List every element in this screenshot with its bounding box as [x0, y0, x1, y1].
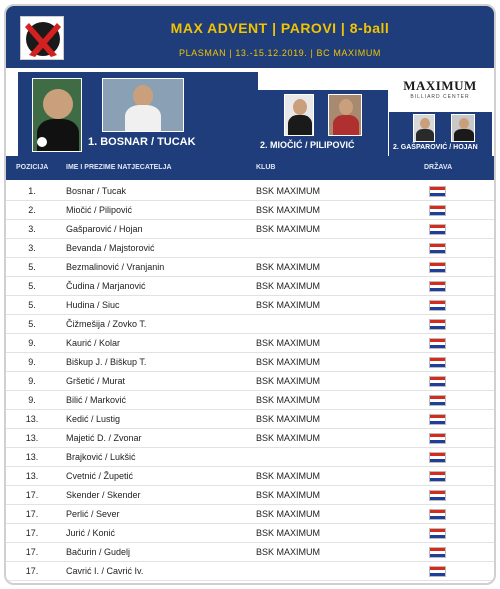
row-club: BSK MAXIMUM: [256, 528, 321, 538]
row-rank: 2.: [28, 205, 36, 215]
sponsor-logo: MAXIMUM BILLIARD CENTER: [403, 78, 477, 100]
row-player-names: Cavrić I. / Cavrić Iv.: [66, 566, 144, 576]
table-row: [6, 524, 494, 543]
row-rank: 17.: [25, 490, 39, 500]
row-club: BSK MAXIMUM: [256, 414, 321, 424]
croatia-flag-icon: [429, 205, 446, 216]
row-rank: 17.: [25, 528, 39, 538]
x-logo-icon: [20, 16, 64, 60]
row-rank: 9.: [28, 357, 36, 367]
page-subtitle: PLASMAN | 13.-15.12.2019. | BC MAXIMUM: [178, 48, 382, 58]
croatia-flag-icon: [429, 452, 446, 463]
table-row: [6, 315, 494, 334]
row-player-names: Skender / Skender: [66, 490, 141, 500]
croatia-flag-icon: [429, 300, 446, 311]
row-rank: 9.: [28, 338, 36, 348]
table-row: [6, 182, 494, 201]
row-player-names: Bosnar / Tucak: [66, 186, 127, 196]
row-rank: 5.: [28, 300, 36, 310]
podium: [6, 68, 494, 156]
row-rank: 9.: [28, 376, 36, 386]
table-row: [6, 543, 494, 562]
row-club: BSK MAXIMUM: [256, 395, 321, 405]
row-player-names: Hudina / Siuc: [66, 300, 120, 310]
table-row: [6, 505, 494, 524]
row-club: BSK MAXIMUM: [256, 471, 321, 481]
table-row: [6, 296, 494, 315]
row-player-names: Majetić D. / Zvonar: [66, 433, 142, 443]
croatia-flag-icon: [429, 338, 446, 349]
row-club: BSK MAXIMUM: [256, 224, 321, 234]
croatia-flag-icon: [429, 509, 446, 520]
row-player-names: Kaurić / Kolar: [66, 338, 121, 348]
croatia-flag-icon: [429, 566, 446, 577]
row-club: BSK MAXIMUM: [256, 338, 321, 348]
table-row: [6, 562, 494, 581]
croatia-flag-icon: [429, 224, 446, 235]
winner-photo-2: [102, 78, 184, 132]
table-row: [6, 277, 494, 296]
row-player-names: Gašparović / Hojan: [66, 224, 143, 234]
croatia-flag-icon: [429, 433, 446, 444]
second-photo-1: [284, 94, 314, 136]
row-club: BSK MAXIMUM: [256, 357, 321, 367]
podium-second: [256, 90, 388, 156]
table-row: [6, 429, 494, 448]
row-player-names: Bevanda / Majstorović: [66, 243, 155, 253]
row-player-names: Bačurin / Gudelj: [66, 547, 131, 557]
croatia-flag-icon: [429, 471, 446, 482]
row-club: BSK MAXIMUM: [256, 281, 321, 291]
third-photo-1: [413, 114, 435, 142]
row-player-names: Kedić / Lustig: [66, 414, 121, 424]
table-row: [6, 467, 494, 486]
row-club: BSK MAXIMUM: [256, 300, 321, 310]
page-title: MAX ADVENT | PAROVI | 8-ball: [170, 20, 390, 36]
table-row: [6, 391, 494, 410]
croatia-flag-icon: [429, 376, 446, 387]
row-rank: 1.: [28, 186, 36, 196]
row-player-names: Gršetić / Murat: [66, 376, 126, 386]
table-row: [6, 258, 494, 277]
table-row: [6, 410, 494, 429]
row-club: BSK MAXIMUM: [256, 186, 321, 196]
row-rank: 3.: [28, 224, 36, 234]
winner-photo-1: [32, 78, 82, 152]
row-rank: 13.: [25, 414, 39, 424]
row-club: BSK MAXIMUM: [256, 433, 321, 443]
table-row: [6, 448, 494, 467]
row-player-names: Brajković / Lukšić: [66, 452, 136, 462]
podium-third-label: 2. GAŠPAROVIĆ / HOJAN: [393, 144, 478, 151]
header-name: IME I PREZIME NATJECATELJA: [66, 164, 172, 171]
croatia-flag-icon: [429, 528, 446, 539]
table-row: [6, 201, 494, 220]
row-club: BSK MAXIMUM: [256, 490, 321, 500]
row-club: BSK MAXIMUM: [256, 376, 321, 386]
row-rank: 17.: [25, 547, 39, 557]
row-player-names: Biškup J. / Biškup T.: [66, 357, 147, 367]
croatia-flag-icon: [429, 357, 446, 368]
row-player-names: Perlić / Sever: [66, 509, 120, 519]
croatia-flag-icon: [429, 243, 446, 254]
row-player-names: Jurić / Konić: [66, 528, 116, 538]
table-row: [6, 220, 494, 239]
row-player-names: Miočić / Pilipović: [66, 205, 133, 215]
podium-third: [389, 112, 492, 156]
croatia-flag-icon: [429, 547, 446, 558]
podium-second-label: 2. MIOČIĆ / PILIPOVIĆ: [260, 140, 355, 150]
table-row: [6, 486, 494, 505]
row-club: BSK MAXIMUM: [256, 262, 321, 272]
row-rank: 13.: [25, 433, 39, 443]
header-country: DRŽAVA: [424, 164, 453, 171]
row-player-names: Čudina / Marjanović: [66, 281, 146, 291]
croatia-flag-icon: [429, 262, 446, 273]
table-header: [6, 156, 494, 180]
row-rank: 5.: [28, 281, 36, 291]
row-club: BSK MAXIMUM: [256, 547, 321, 557]
table-row: [6, 353, 494, 372]
row-rank: 3.: [28, 243, 36, 253]
row-player-names: Čižmešija / Zovko T.: [66, 319, 147, 329]
croatia-flag-icon: [429, 395, 446, 406]
results-table-body: [6, 182, 494, 581]
row-club: BSK MAXIMUM: [256, 509, 321, 519]
croatia-flag-icon: [429, 281, 446, 292]
results-card: [4, 4, 496, 585]
croatia-flag-icon: [429, 186, 446, 197]
row-rank: 5.: [28, 262, 36, 272]
row-rank: 5.: [28, 319, 36, 329]
second-photo-2: [328, 94, 362, 136]
header-club: KLUB: [256, 164, 276, 171]
row-rank: 13.: [25, 452, 39, 462]
third-photo-2: [451, 114, 475, 142]
row-rank: 17.: [25, 566, 39, 576]
croatia-flag-icon: [429, 319, 446, 330]
croatia-flag-icon: [429, 414, 446, 425]
row-player-names: Cvetnić / Župetić: [66, 471, 134, 481]
table-row: [6, 334, 494, 353]
table-row: [6, 372, 494, 391]
row-player-names: Bilić / Marković: [66, 395, 127, 405]
row-rank: 13.: [25, 471, 39, 481]
header-rank: POZICIJA: [16, 164, 49, 171]
croatia-flag-icon: [429, 490, 446, 501]
header-banner: [6, 6, 494, 68]
podium-first: [18, 72, 258, 156]
row-club: BSK MAXIMUM: [256, 205, 321, 215]
podium-first-label: 1. BOSNAR / TUCAK: [88, 136, 196, 148]
table-row: [6, 239, 494, 258]
row-player-names: Bezmalinović / Vranjanin: [66, 262, 165, 272]
row-rank: 17.: [25, 509, 39, 519]
row-rank: 9.: [28, 395, 36, 405]
